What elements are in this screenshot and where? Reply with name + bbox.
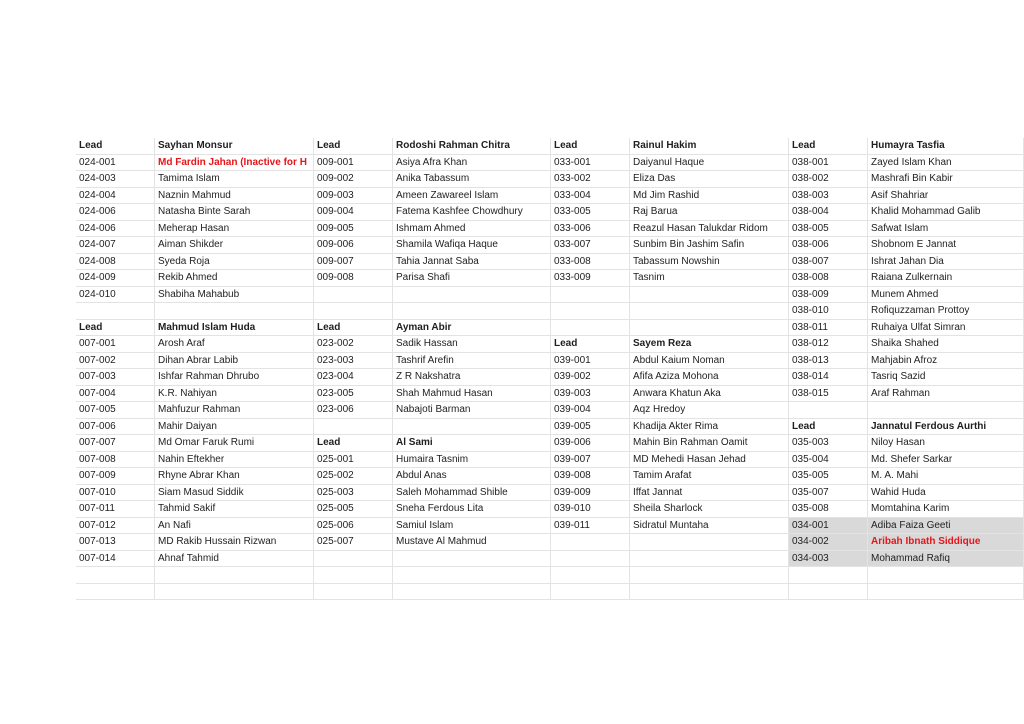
table-cell[interactable] bbox=[393, 287, 551, 304]
table-cell[interactable]: 007-007 bbox=[76, 435, 155, 452]
table-cell[interactable]: Tashrif Arefin bbox=[393, 353, 551, 370]
table-cell[interactable]: 009-006 bbox=[314, 237, 393, 254]
table-cell[interactable] bbox=[630, 584, 789, 601]
table-cell[interactable]: Tabassum Nowshin bbox=[630, 254, 789, 271]
table-cell[interactable] bbox=[393, 567, 551, 584]
table-cell[interactable]: Rodoshi Rahman Chitra bbox=[393, 138, 551, 155]
table-cell[interactable]: Tahmid Sakif bbox=[155, 501, 314, 518]
table-cell[interactable] bbox=[551, 320, 630, 337]
table-cell[interactable]: Afifa Aziza Mohona bbox=[630, 369, 789, 386]
table-cell[interactable]: Abdul Kaium Noman bbox=[630, 353, 789, 370]
table-cell[interactable] bbox=[551, 303, 630, 320]
table-cell[interactable]: 024-006 bbox=[76, 204, 155, 221]
table-row bbox=[0, 320, 1024, 337]
table-cell[interactable]: 033-004 bbox=[551, 188, 630, 205]
table-cell[interactable]: Munem Ahmed bbox=[868, 287, 1024, 304]
table-cell[interactable]: 038-015 bbox=[789, 386, 868, 403]
table-cell[interactable]: 038-010 bbox=[789, 303, 868, 320]
table-cell[interactable]: Sayem Reza bbox=[630, 336, 789, 353]
table-cell[interactable]: 033-005 bbox=[551, 204, 630, 221]
table-cell[interactable] bbox=[155, 303, 314, 320]
table-cell[interactable]: Shamila Wafiqa Haque bbox=[393, 237, 551, 254]
table-cell[interactable] bbox=[155, 584, 314, 601]
table-cell[interactable]: Md Jim Rashid bbox=[630, 188, 789, 205]
table-cell[interactable] bbox=[314, 287, 393, 304]
table-cell[interactable]: M. A. Mahi bbox=[868, 468, 1024, 485]
table-cell[interactable]: Rainul Hakim bbox=[630, 138, 789, 155]
table-cell[interactable] bbox=[393, 303, 551, 320]
table-cell[interactable]: 024-008 bbox=[76, 254, 155, 271]
table-cell[interactable]: 039-005 bbox=[551, 419, 630, 436]
table-cell[interactable]: Lead bbox=[551, 138, 630, 155]
table-cell[interactable]: 007-008 bbox=[76, 452, 155, 469]
table-cell[interactable] bbox=[314, 551, 393, 568]
table-cell[interactable]: Lead bbox=[314, 320, 393, 337]
table-row bbox=[0, 567, 1024, 584]
table-cell[interactable]: 033-002 bbox=[551, 171, 630, 188]
table-cell[interactable] bbox=[630, 303, 789, 320]
table-cell[interactable]: 024-006 bbox=[76, 221, 155, 238]
table-cell[interactable]: Ayman Abir bbox=[393, 320, 551, 337]
table-cell[interactable] bbox=[551, 287, 630, 304]
table-cell[interactable]: 038-014 bbox=[789, 369, 868, 386]
table-cell[interactable]: Mahir Daiyan bbox=[155, 419, 314, 436]
table-cell[interactable] bbox=[393, 584, 551, 601]
table-cell[interactable]: 025-007 bbox=[314, 534, 393, 551]
table-cell[interactable]: 025-001 bbox=[314, 452, 393, 469]
table-cell[interactable]: 039-008 bbox=[551, 468, 630, 485]
table-cell[interactable]: 039-010 bbox=[551, 501, 630, 518]
table-cell[interactable]: Mustave Al Mahmud bbox=[393, 534, 551, 551]
table-cell[interactable] bbox=[314, 303, 393, 320]
table-cell[interactable]: Md Fardin Jahan (Inactive for H bbox=[155, 155, 314, 172]
table-row bbox=[0, 402, 1024, 419]
table-cell[interactable]: Arosh Araf bbox=[155, 336, 314, 353]
table-cell[interactable]: 009-005 bbox=[314, 221, 393, 238]
table-cell[interactable]: 039-001 bbox=[551, 353, 630, 370]
table-cell[interactable]: Daiyanul Haque bbox=[630, 155, 789, 172]
table-cell[interactable] bbox=[76, 584, 155, 601]
table-cell[interactable] bbox=[630, 287, 789, 304]
table-cell[interactable]: 023-005 bbox=[314, 386, 393, 403]
table-cell[interactable]: 038-005 bbox=[789, 221, 868, 238]
table-cell[interactable]: 023-006 bbox=[314, 402, 393, 419]
table-cell[interactable]: 009-008 bbox=[314, 270, 393, 287]
table-cell[interactable]: Asif Shahriar bbox=[868, 188, 1024, 205]
table-cell[interactable]: 039-011 bbox=[551, 518, 630, 535]
table-cell[interactable]: 024-010 bbox=[76, 287, 155, 304]
table-cell[interactable]: Anika Tabassum bbox=[393, 171, 551, 188]
table-cell[interactable]: Mahfuzur Rahman bbox=[155, 402, 314, 419]
table-cell[interactable]: Rekib Ahmed bbox=[155, 270, 314, 287]
table-cell[interactable]: 039-002 bbox=[551, 369, 630, 386]
table-cell[interactable] bbox=[789, 567, 868, 584]
table-cell[interactable]: 035-007 bbox=[789, 485, 868, 502]
table-cell[interactable]: Abdul Anas bbox=[393, 468, 551, 485]
table-row bbox=[0, 254, 1024, 271]
table-cell[interactable]: Sunbim Bin Jashim Safin bbox=[630, 237, 789, 254]
table-cell[interactable]: 038-009 bbox=[789, 287, 868, 304]
table-cell[interactable]: Sneha Ferdous Lita bbox=[393, 501, 551, 518]
table-row bbox=[0, 386, 1024, 403]
table-row bbox=[0, 551, 1024, 568]
table-cell[interactable] bbox=[76, 303, 155, 320]
table-cell[interactable] bbox=[314, 584, 393, 601]
table-cell[interactable]: 038-008 bbox=[789, 270, 868, 287]
table-cell[interactable]: 039-009 bbox=[551, 485, 630, 502]
table-cell[interactable]: 009-004 bbox=[314, 204, 393, 221]
table-cell[interactable]: 038-011 bbox=[789, 320, 868, 337]
table-row bbox=[0, 188, 1024, 205]
table-cell[interactable]: 007-002 bbox=[76, 353, 155, 370]
table-cell[interactable]: Shabiha Mahabub bbox=[155, 287, 314, 304]
table-cell[interactable]: Nabajoti Barman bbox=[393, 402, 551, 419]
table-cell[interactable] bbox=[314, 567, 393, 584]
table-cell[interactable]: 009-003 bbox=[314, 188, 393, 205]
table-cell[interactable]: Asiya Afra Khan bbox=[393, 155, 551, 172]
table-cell[interactable]: 024-001 bbox=[76, 155, 155, 172]
table-cell[interactable]: 038-012 bbox=[789, 336, 868, 353]
table-row bbox=[0, 534, 1024, 551]
table-cell[interactable]: 025-006 bbox=[314, 518, 393, 535]
table-cell[interactable]: Safwat Islam bbox=[868, 221, 1024, 238]
table-cell[interactable]: 024-007 bbox=[76, 237, 155, 254]
table-cell[interactable] bbox=[551, 551, 630, 568]
table-cell[interactable]: 023-004 bbox=[314, 369, 393, 386]
table-cell[interactable]: 038-013 bbox=[789, 353, 868, 370]
table-cell[interactable]: Fatema Kashfee Chowdhury bbox=[393, 204, 551, 221]
table-cell[interactable]: 033-008 bbox=[551, 254, 630, 271]
table-cell[interactable]: Md Omar Faruk Rumi bbox=[155, 435, 314, 452]
table-cell[interactable]: Ishmam Ahmed bbox=[393, 221, 551, 238]
table-cell[interactable]: Lead bbox=[76, 320, 155, 337]
table-cell[interactable]: 034-001 bbox=[789, 518, 868, 535]
table-cell[interactable]: Adiba Faiza Geeti bbox=[868, 518, 1024, 535]
table-row bbox=[0, 237, 1024, 254]
table-cell[interactable]: Niloy Hasan bbox=[868, 435, 1024, 452]
table-cell[interactable]: 007-001 bbox=[76, 336, 155, 353]
table-cell[interactable]: Khalid Mohammad Galib bbox=[868, 204, 1024, 221]
table-cell[interactable]: 025-002 bbox=[314, 468, 393, 485]
table-cell[interactable]: Anwara Khatun Aka bbox=[630, 386, 789, 403]
table-cell[interactable]: Tamim Arafat bbox=[630, 468, 789, 485]
table-cell[interactable]: Iffat Jannat bbox=[630, 485, 789, 502]
table-cell[interactable]: Mohammad Rafiq bbox=[868, 551, 1024, 568]
table-cell[interactable]: Sidratul Muntaha bbox=[630, 518, 789, 535]
table-row bbox=[0, 138, 1024, 155]
table-cell[interactable] bbox=[630, 567, 789, 584]
table-row bbox=[0, 485, 1024, 502]
table-cell[interactable]: Mahin Bin Rahman Oamit bbox=[630, 435, 789, 452]
table-row bbox=[0, 221, 1024, 238]
table-cell[interactable]: 024-009 bbox=[76, 270, 155, 287]
table-cell[interactable]: Lead bbox=[789, 419, 868, 436]
table-cell[interactable]: 023-003 bbox=[314, 353, 393, 370]
table-cell[interactable] bbox=[393, 551, 551, 568]
table-cell[interactable]: Raiana Zulkernain bbox=[868, 270, 1024, 287]
table-row bbox=[0, 452, 1024, 469]
table-cell[interactable]: 035-005 bbox=[789, 468, 868, 485]
table-cell[interactable]: Ameen Zawareel Islam bbox=[393, 188, 551, 205]
table-cell[interactable]: Natasha Binte Sarah bbox=[155, 204, 314, 221]
table-cell[interactable]: 034-002 bbox=[789, 534, 868, 551]
table-cell[interactable]: 039-007 bbox=[551, 452, 630, 469]
table-cell[interactable]: Araf Rahman bbox=[868, 386, 1024, 403]
table-cell[interactable]: 007-012 bbox=[76, 518, 155, 535]
table-cell[interactable]: Tasriq Sazid bbox=[868, 369, 1024, 386]
table-cell[interactable]: 024-004 bbox=[76, 188, 155, 205]
table-cell[interactable]: Syeda Roja bbox=[155, 254, 314, 271]
table-cell[interactable]: 039-003 bbox=[551, 386, 630, 403]
spreadsheet-grid bbox=[0, 138, 1024, 600]
table-cell[interactable]: 007-013 bbox=[76, 534, 155, 551]
table-cell[interactable]: Zayed Islam Khan bbox=[868, 155, 1024, 172]
table-cell[interactable]: 023-002 bbox=[314, 336, 393, 353]
table-cell[interactable]: Lead bbox=[314, 435, 393, 452]
table-cell[interactable]: 007-003 bbox=[76, 369, 155, 386]
table-row bbox=[0, 204, 1024, 221]
table-cell[interactable]: Sheila Sharlock bbox=[630, 501, 789, 518]
table-row bbox=[0, 369, 1024, 386]
table-cell[interactable]: Ahnaf Tahmid bbox=[155, 551, 314, 568]
table-cell[interactable]: Rhyne Abrar Khan bbox=[155, 468, 314, 485]
table-row bbox=[0, 171, 1024, 188]
table-cell[interactable]: 009-002 bbox=[314, 171, 393, 188]
table-cell[interactable]: 033-009 bbox=[551, 270, 630, 287]
table-row bbox=[0, 435, 1024, 452]
table-cell[interactable]: Al Sami bbox=[393, 435, 551, 452]
table-cell[interactable]: Sayhan Monsur bbox=[155, 138, 314, 155]
table-cell[interactable]: Lead bbox=[314, 138, 393, 155]
table-cell[interactable]: 038-003 bbox=[789, 188, 868, 205]
table-cell[interactable]: 024-003 bbox=[76, 171, 155, 188]
table-cell[interactable]: 025-003 bbox=[314, 485, 393, 502]
table-cell[interactable]: 007-009 bbox=[76, 468, 155, 485]
table-cell[interactable]: Mahjabin Afroz bbox=[868, 353, 1024, 370]
table-cell[interactable]: Meherap Hasan bbox=[155, 221, 314, 238]
table-row bbox=[0, 584, 1024, 601]
table-cell[interactable]: Lead bbox=[76, 138, 155, 155]
table-cell[interactable]: Sadik Hassan bbox=[393, 336, 551, 353]
table-cell[interactable]: 007-010 bbox=[76, 485, 155, 502]
table-cell[interactable]: Tahia Jannat Saba bbox=[393, 254, 551, 271]
table-cell[interactable]: An Nafi bbox=[155, 518, 314, 535]
table-row bbox=[0, 287, 1024, 304]
table-cell[interactable]: Naznin Mahmud bbox=[155, 188, 314, 205]
table-cell[interactable] bbox=[630, 320, 789, 337]
table-cell[interactable] bbox=[76, 567, 155, 584]
table-cell[interactable]: Rofiquzzaman Prottoy bbox=[868, 303, 1024, 320]
table-row bbox=[0, 518, 1024, 535]
table-cell[interactable]: Reazul Hasan Talukdar Ridom bbox=[630, 221, 789, 238]
table-cell[interactable]: Ruhaiya Ulfat Simran bbox=[868, 320, 1024, 337]
table-cell[interactable]: Raj Barua bbox=[630, 204, 789, 221]
table-cell[interactable]: Humayra Tasfia bbox=[868, 138, 1024, 155]
table-cell[interactable]: Lead bbox=[789, 138, 868, 155]
table-row bbox=[0, 353, 1024, 370]
table-cell[interactable] bbox=[630, 534, 789, 551]
table-cell[interactable] bbox=[155, 567, 314, 584]
table-cell[interactable]: Mashrafi Bin Kabir bbox=[868, 171, 1024, 188]
table-cell[interactable]: 007-004 bbox=[76, 386, 155, 403]
table-cell[interactable]: 009-007 bbox=[314, 254, 393, 271]
table-cell[interactable]: Lead bbox=[551, 336, 630, 353]
table-cell[interactable]: 038-007 bbox=[789, 254, 868, 271]
table-cell[interactable]: 007-011 bbox=[76, 501, 155, 518]
table-cell[interactable]: Aqz Hredoy bbox=[630, 402, 789, 419]
table-cell[interactable] bbox=[551, 584, 630, 601]
table-cell[interactable]: Z R Nakshatra bbox=[393, 369, 551, 386]
table-cell[interactable]: Nahin Eftekher bbox=[155, 452, 314, 469]
table-cell[interactable] bbox=[551, 534, 630, 551]
table-cell[interactable]: 033-001 bbox=[551, 155, 630, 172]
table-cell[interactable]: 009-001 bbox=[314, 155, 393, 172]
table-cell[interactable]: Momtahina Karim bbox=[868, 501, 1024, 518]
table-cell[interactable]: 038-006 bbox=[789, 237, 868, 254]
table-cell[interactable]: Eliza Das bbox=[630, 171, 789, 188]
table-cell[interactable]: 038-001 bbox=[789, 155, 868, 172]
table-cell[interactable]: 033-007 bbox=[551, 237, 630, 254]
table-cell[interactable]: MD Mehedi Hasan Jehad bbox=[630, 452, 789, 469]
table-cell[interactable]: Mahmud Islam Huda bbox=[155, 320, 314, 337]
table-cell[interactable]: Shah Mahmud Hasan bbox=[393, 386, 551, 403]
table-cell[interactable]: MD Rakib Hussain Rizwan bbox=[155, 534, 314, 551]
table-cell[interactable] bbox=[868, 402, 1024, 419]
table-row bbox=[0, 303, 1024, 320]
table-cell[interactable]: 035-004 bbox=[789, 452, 868, 469]
table-cell[interactable]: Saleh Mohammad Shible bbox=[393, 485, 551, 502]
table-cell[interactable]: Khadija Akter Rima bbox=[630, 419, 789, 436]
table-row bbox=[0, 501, 1024, 518]
table-cell[interactable]: Shaika Shahed bbox=[868, 336, 1024, 353]
table-cell[interactable]: Tamima Islam bbox=[155, 171, 314, 188]
table-cell[interactable] bbox=[868, 584, 1024, 601]
table-cell[interactable]: Parisa Shafi bbox=[393, 270, 551, 287]
table-cell[interactable] bbox=[551, 567, 630, 584]
table-cell[interactable]: Aiman Shikder bbox=[155, 237, 314, 254]
table-cell[interactable]: 039-006 bbox=[551, 435, 630, 452]
table-cell[interactable] bbox=[393, 419, 551, 436]
table-cell[interactable]: 007-014 bbox=[76, 551, 155, 568]
table-cell[interactable]: Aribah Ibnath Siddique bbox=[868, 534, 1024, 551]
table-cell[interactable]: Ishfar Rahman Dhrubo bbox=[155, 369, 314, 386]
table-cell[interactable] bbox=[868, 567, 1024, 584]
table-row bbox=[0, 270, 1024, 287]
table-cell[interactable]: 007-006 bbox=[76, 419, 155, 436]
table-cell[interactable]: 039-004 bbox=[551, 402, 630, 419]
table-cell[interactable]: 038-002 bbox=[789, 171, 868, 188]
table-cell[interactable] bbox=[789, 584, 868, 601]
table-row bbox=[0, 468, 1024, 485]
table-cell[interactable]: 033-006 bbox=[551, 221, 630, 238]
table-cell[interactable]: 025-005 bbox=[314, 501, 393, 518]
table-cell[interactable] bbox=[789, 402, 868, 419]
table-cell[interactable]: Shobnom E Jannat bbox=[868, 237, 1024, 254]
table-cell[interactable] bbox=[630, 551, 789, 568]
table-cell[interactable]: K.R. Nahiyan bbox=[155, 386, 314, 403]
table-cell[interactable]: Wahid Huda bbox=[868, 485, 1024, 502]
table-cell[interactable]: 038-004 bbox=[789, 204, 868, 221]
table-cell[interactable]: Dihan Abrar Labib bbox=[155, 353, 314, 370]
table-cell[interactable]: 034-003 bbox=[789, 551, 868, 568]
table-cell[interactable]: Md. Shefer Sarkar bbox=[868, 452, 1024, 469]
table-cell[interactable]: 007-005 bbox=[76, 402, 155, 419]
table-cell[interactable]: Humaira Tasnim bbox=[393, 452, 551, 469]
table-cell[interactable]: Siam Masud Siddik bbox=[155, 485, 314, 502]
table-cell[interactable]: Samiul Islam bbox=[393, 518, 551, 535]
table-cell[interactable]: Jannatul Ferdous Aurthi bbox=[868, 419, 1024, 436]
table-cell[interactable]: Ishrat Jahan Dia bbox=[868, 254, 1024, 271]
table-cell[interactable] bbox=[314, 419, 393, 436]
table-cell[interactable]: 035-003 bbox=[789, 435, 868, 452]
table-cell[interactable]: 035-008 bbox=[789, 501, 868, 518]
table-row bbox=[0, 336, 1024, 353]
table-row bbox=[0, 419, 1024, 436]
table-row bbox=[0, 155, 1024, 172]
table-cell[interactable]: Tasnim bbox=[630, 270, 789, 287]
